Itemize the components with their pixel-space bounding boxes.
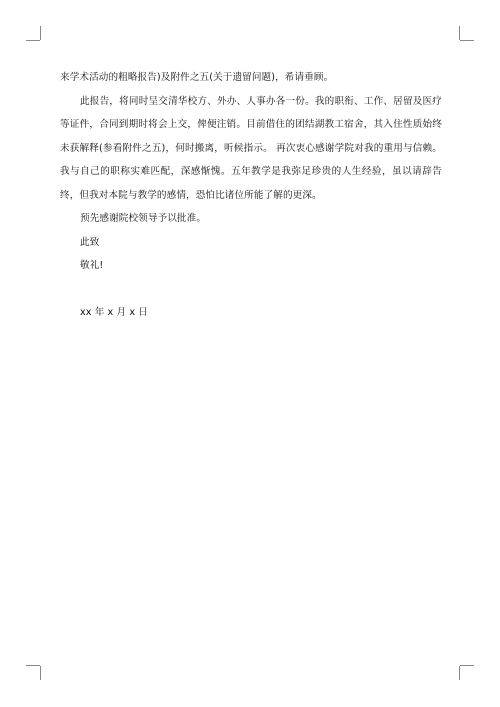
date-line: xx 年 x 月 x 日 (80, 307, 148, 318)
closing-cizhi: 此致 (80, 236, 100, 248)
closing-jingli: 敬礼! (80, 260, 104, 271)
paragraph-report: 此报告，将同时呈交清华校方、外办、人事办各一份。我的职衔、工作、居留及医疗等证件，合同到期时将会上交，俾便注销。目前借住的团结湖教工宿舍，其入住性质始终未获解释(参看附件之五)，何时搬离，听候指示。 再次衷心感谢学院对我的重用与信赖。我与自己的职称实难匹配，深感惭愧。五年教学是我弥足珍贵的人生经验，虽以请辞告终，但我对本院与教学的感情，恐怕比诸位所能了解的更深。 (60, 95, 442, 201)
letter-body (60, 66, 442, 325)
paragraph-continuation: 来学术活动的粗略报告)及附件之五(关于遗留问题)，希请垂顾。 (60, 72, 334, 83)
paragraph-thanks: 预先感谢院校领导予以批准。 (80, 213, 207, 224)
